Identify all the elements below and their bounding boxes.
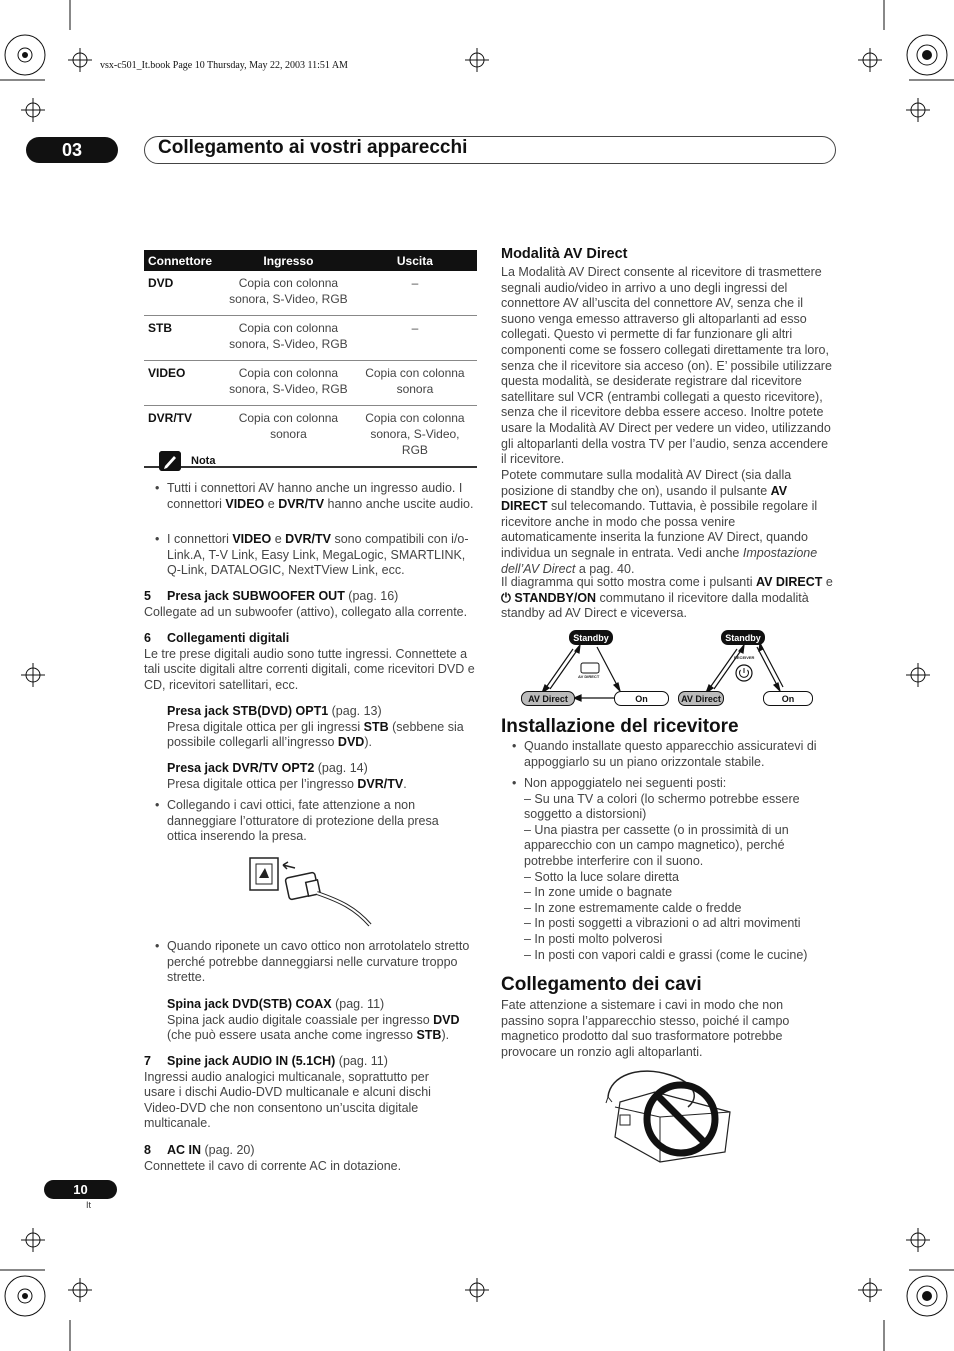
chapter-number: 03 [26, 137, 118, 163]
note-bullet: • Tutti i connettori AV hanno anche un ingresso audio. I connettori VIDEO e DVR/TV hanno anche uscite audio. [155, 481, 474, 511]
table-cell: Copia con colonna sonora, S-Video, RGB [224, 271, 353, 316]
install-bullet: • Quando installate questo apparecchio assicuratevi di appoggiarlo su un piano orizzontale stabile. [512, 739, 817, 769]
av-direct-heading: Modalità AV Direct [501, 246, 628, 262]
av-direct-diagram [518, 627, 818, 711]
list-item: – In zone estremamente calde o fredde [524, 900, 742, 915]
av-direct-p3: Il diagramma qui sotto mostra come i pulsanti AV DIRECT e ⏻ STANDBY/ON commutano il ricevitore dalla modalità standby ad AV Direct e viceversa. [501, 575, 833, 621]
table-header: Ingresso [224, 250, 353, 271]
note-label: Nota [191, 455, 216, 467]
no-cable-over-unit-illustration [600, 1067, 735, 1167]
table-cell: Copia con colonna sonora, S-Video, RGB [353, 406, 477, 468]
list-item: – Una piastra per cassette (o in prossimità di un apparecchio con un campo magnetico), perché potrebbe interferire con il suono. [524, 822, 789, 868]
table-cell: DVR/TV [144, 406, 224, 468]
table-cell: Copia con colonna sonora, S-Video, RGB [224, 316, 353, 361]
av-direct-button-label: AV DIRECT [578, 674, 600, 679]
list-item: – In posti soggetti a vibrazioni o ad altri movimenti [524, 916, 801, 931]
cables-body: Fate attenzione a sistemare i cavi in modo che non passino sopra l’apparecchio stesso, poiché il campo magnetico prodotto dal suo trasformatore potrebbe provocare un ronzio agli altoparlanti. [501, 998, 790, 1059]
table-cell: – [353, 316, 477, 361]
table-cell: VIDEO [144, 361, 224, 406]
list-item: – In posti con vapori caldi e grassi (come le cucine) [524, 947, 808, 962]
table-row [144, 361, 477, 406]
standby-state: Standby [721, 630, 765, 645]
table-row [144, 316, 477, 361]
list-item: – Su una TV a colori (lo schermo potrebbe essere soggetto a distorsioni) [524, 791, 800, 822]
print-info: vsx-c501_It.book Page 10 Thursday, May 22, 2003 11:51 AM [100, 60, 348, 71]
item-7: 7 Spine jack AUDIO IN (5.1CH) (pag. 11) Ingressi audio analogici multicanale, soprattutto per usare i dischi Audio-DVD multicanale e alcuni dischi Video-DVD che non consentono un’uscita digitale multicanale. [144, 1054, 431, 1131]
on-state: On [763, 691, 813, 706]
table-row [144, 271, 477, 316]
av-direct-state: AV Direct [678, 691, 724, 706]
list-item: – In zone umide o bagnate [524, 885, 673, 900]
av-direct-p1: La Modalità AV Direct consente al ricevitore di trasmettere segnali audio/video in arrivo a uno degli ingressi del connettore AV all’uscita del connettore AV, senza che il suono venga emesso attraverso gli altoparlanti ad esso collegati. Questo vi permette di far funzionare gli altri componenti come se fossero collegati direttamente tra loro, senza che il ricevitore sia acceso (on). E’ possibile utilizzare questa modalità, se desiderate registrare dal ricevitore satellitare sul VCR (entrambi collegati a questo ricevitore), senza che il ricevitore debba essere acceso. Inoltre potete usare la Modalità AV Direct per vedere un video, utilizzando gli altoparlanti della vostra TV per l’audio, senza accendere il ricevitore. [501, 265, 832, 467]
note-header [159, 451, 215, 471]
list-item: – Sotto la luce solare diretta [524, 869, 679, 884]
table-cell: Copia con colonna sonora [224, 406, 353, 468]
table-header: Connettore [144, 250, 224, 271]
connector-table [144, 250, 477, 468]
table-cell: Copia con colonna sonora, S-Video, RGB [224, 361, 353, 406]
chapter-title: Collegamento ai vostri apparecchi [158, 137, 468, 158]
table-cell: Copia con colonna sonora [353, 361, 477, 406]
page-number: 10 [44, 1180, 117, 1199]
table-cell: STB [144, 316, 224, 361]
pencil-icon [159, 451, 181, 471]
install-bullet: • Non appoggiatelo nei seguenti posti: – Su una TV a colori (lo schermo potrebbe essere soggetto a distorsioni) – Una piastra per cassette (o in prossimità di un apparecchio con un campo magnetico), perché potrebbe interferire con il suono. – Sotto la luce solare diretta – In zone umide o bagnate – In zone estremamente calde o fredde – In posti soggetti a vibrazioni o ad altri movimenti – In posti molto polverosi – In posti con vapori caldi e grassi (come le cucine) [524, 776, 834, 963]
opt2-block: Presa jack DVR/TV OPT2 (pag. 14) Presa digitale ottica per l’ingresso DVR/TV. [167, 761, 407, 791]
receiver-button-label: RECEIVER [734, 655, 755, 660]
install-heading: Installazione del ricevitore [501, 716, 739, 737]
table-cell: DVD [144, 271, 224, 316]
opt1-block: Presa jack STB(DVD) OPT1 (pag. 13) Presa digitale ottica per gli ingressi STB (sebbene sia possibile collegarli all’ingresso DVD). [167, 704, 464, 750]
page-language: It [86, 1200, 92, 1210]
table-cell: – [353, 271, 477, 316]
optical-bullet: • Collegando i cavi ottici, fate attenzione a non danneggiare l’otturatore di protezione della presa ottica inserendo la presa. [155, 798, 439, 844]
item-5: 5 Presa jack SUBWOOFER OUT (pag. 16) Collegate ad un subwoofer (attivo), collegato alla corrente. [144, 589, 468, 619]
item-6: 6 Collegamenti digitali Le tre prese digitali audio sono tutte ingressi. Connettete a tali uscite digitali altre correnti digitali, come ricevitori DVD e CD, ricevitori satellitari, ecc. [144, 631, 475, 692]
storage-bullet: • Quando riponete un cavo ottico non arrotolatelo stretto perché potrebbe danneggiarsi nelle curvature troppo strette. [155, 939, 470, 985]
item-8: 8 AC IN (pag. 20) Connettete il cavo di corrente AC in dotazione. [144, 1143, 402, 1173]
coax-block: Spina jack DVD(STB) COAX (pag. 11) Spina jack audio digitale coassiale per ingresso DVD (che può essere usata anche come ingresso STB). [167, 997, 460, 1043]
av-direct-p2: Potete commutare sulla modalità AV Direct (sia dalla posizione di standby che on), usando il pulsante AV DIRECT sul telecomando. Tuttavia, è possibile regolare il ricevitore anche in modo che possa venire automaticamente inserita la funzione AV Direct, quando individua un segnale in entrata. Vedi anche Impostazione dell’AV Direct a pag. 40. [501, 468, 818, 576]
cables-heading: Collegamento dei cavi [501, 974, 702, 995]
list-item: – In posti molto polverosi [524, 931, 663, 946]
av-direct-state: AV Direct [521, 691, 575, 706]
note-bullet: • I connettori VIDEO e DVR/TV sono compatibili con i/o-Link.A, T-V Link, Easy Link, MegaLogic, SMARTLINK, Q-Link, DATALOGIC, NextTView Link, ecc. [155, 532, 469, 578]
standby-state: Standby [569, 630, 613, 645]
table-header: Uscita [353, 250, 477, 271]
optical-cable-illustration [245, 853, 380, 933]
on-state: On [614, 691, 669, 706]
